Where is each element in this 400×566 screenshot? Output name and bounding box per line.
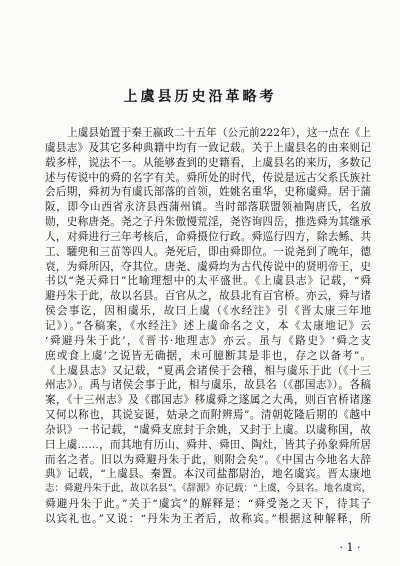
text-line: 《上虞县志》又记载，“夏禹会诸侯于会稽，相与虞乐于此（《十三: [45, 364, 371, 377]
text-line: 勋，史称唐尧。尧之子丹朱傲慢荒淫，尧咨询四岳，推选舜为其继承: [45, 216, 371, 229]
text-line: 人，对舜进行三年考核后，命舜摄位行政。舜巡行四方，除去鲧、共: [45, 230, 371, 243]
text-line: 阪，即今山西省永济县西蒲州镇。当时部落联盟领袖陶唐氏，名放: [45, 201, 371, 214]
text-line: 侯会事讫，因相虞乐，故曰上虞（《水经注》引《晋太康三年地: [45, 305, 371, 318]
text-line: 案，《十三州志》及《郡国志》移虞舜之遂属之大禹，则百官桥诸遂: [45, 394, 371, 407]
text-line: 书以“尧天舜日”比喻理想中的太平盛世。《上虞县志》记载，“舜: [45, 275, 371, 288]
text-line: 志：舜避丹朱于此，故以名县”。《辞源》亦记载：“上虞，今县名。地名虞宾，: [45, 483, 371, 495]
text-line: 衰，为舜所囚，夺其位。唐尧、虞舜均为古代传说中的贤明帝王，史: [45, 260, 371, 273]
text-line: ‘舜避丹朱于此’，《晋书·地理志》亦云。虽与《路史》‘舜之支: [45, 334, 371, 347]
text-line: 舜避丹朱于此。”关于“虞宾”的解释是：“舜受尧之天下，待其子: [45, 498, 371, 511]
text-line: 杂识》一书记载，“虞舜支庶封于余姚，又封于上虞。以虞称国，故: [45, 423, 371, 436]
page-number: · 1 ·: [339, 541, 361, 554]
article-title: 上虞县历史沿革略考: [123, 89, 277, 105]
text-line: 曰上虞……，而其地有历山、舜井、舜田、陶灶，皆其子孙象舜所居: [45, 438, 371, 451]
text-line: 上虞县始置于秦王嬴政二十五年（公元前222年），这一点在《上: [67, 127, 371, 139]
text-line: 又何以称也，其说妄诞，姑录之而附辨焉”。清朝乾隆后期的《越中: [45, 409, 371, 422]
text-line: 记》）。”各稿案，《水经注》述上虞命名之文，本《太康地记》云: [45, 319, 371, 332]
text-line: 州志》）。禹与诸侯会事于此，相与虞乐，故县名（《郡国志》）。各稿: [45, 379, 371, 392]
text-line: 而名之者。旧以为舜避丹朱于此，则附会矣”。《中国古今地名大辞: [45, 453, 371, 466]
text-line: 避丹朱于此，故以名县。百官从之，故县北有百官桥。亦云，舜与诸: [45, 290, 371, 303]
text-line: 以宾礼也。”又说：“丹朱为王者后，故称宾。”根据这种解释，所: [45, 512, 371, 525]
text-line: 会后期，舜初为有虞氏部落的首领，姓姚名重华，史称虞舜。居于蒲: [45, 186, 371, 199]
text-line: 工、驩兜和三苗等四人。尧死后，即由舜即位。一说尧到了晚年，德: [45, 245, 371, 258]
text-line: 虞县志》及其它多种典籍中均有一致记载。关于上虞县名的由来则记: [45, 141, 371, 154]
text-line: 述与传说中的舜的名字有关。舜所处的时代，传说是远古父系氏族社: [45, 171, 371, 184]
text-line: 庶或食上虞’之说皆无确据，未可臆断其是非也，存之以备考”。: [45, 349, 371, 362]
text-line: 载多样，说法不一。从能够查到的史籍看，上虞县名的来历，多数记: [45, 156, 371, 169]
body-text: [45, 126, 371, 527]
text-line: 典》记载，“上虞县。秦置。本汉司盐都尉治，地名虞宾。晋太康地: [45, 468, 371, 481]
